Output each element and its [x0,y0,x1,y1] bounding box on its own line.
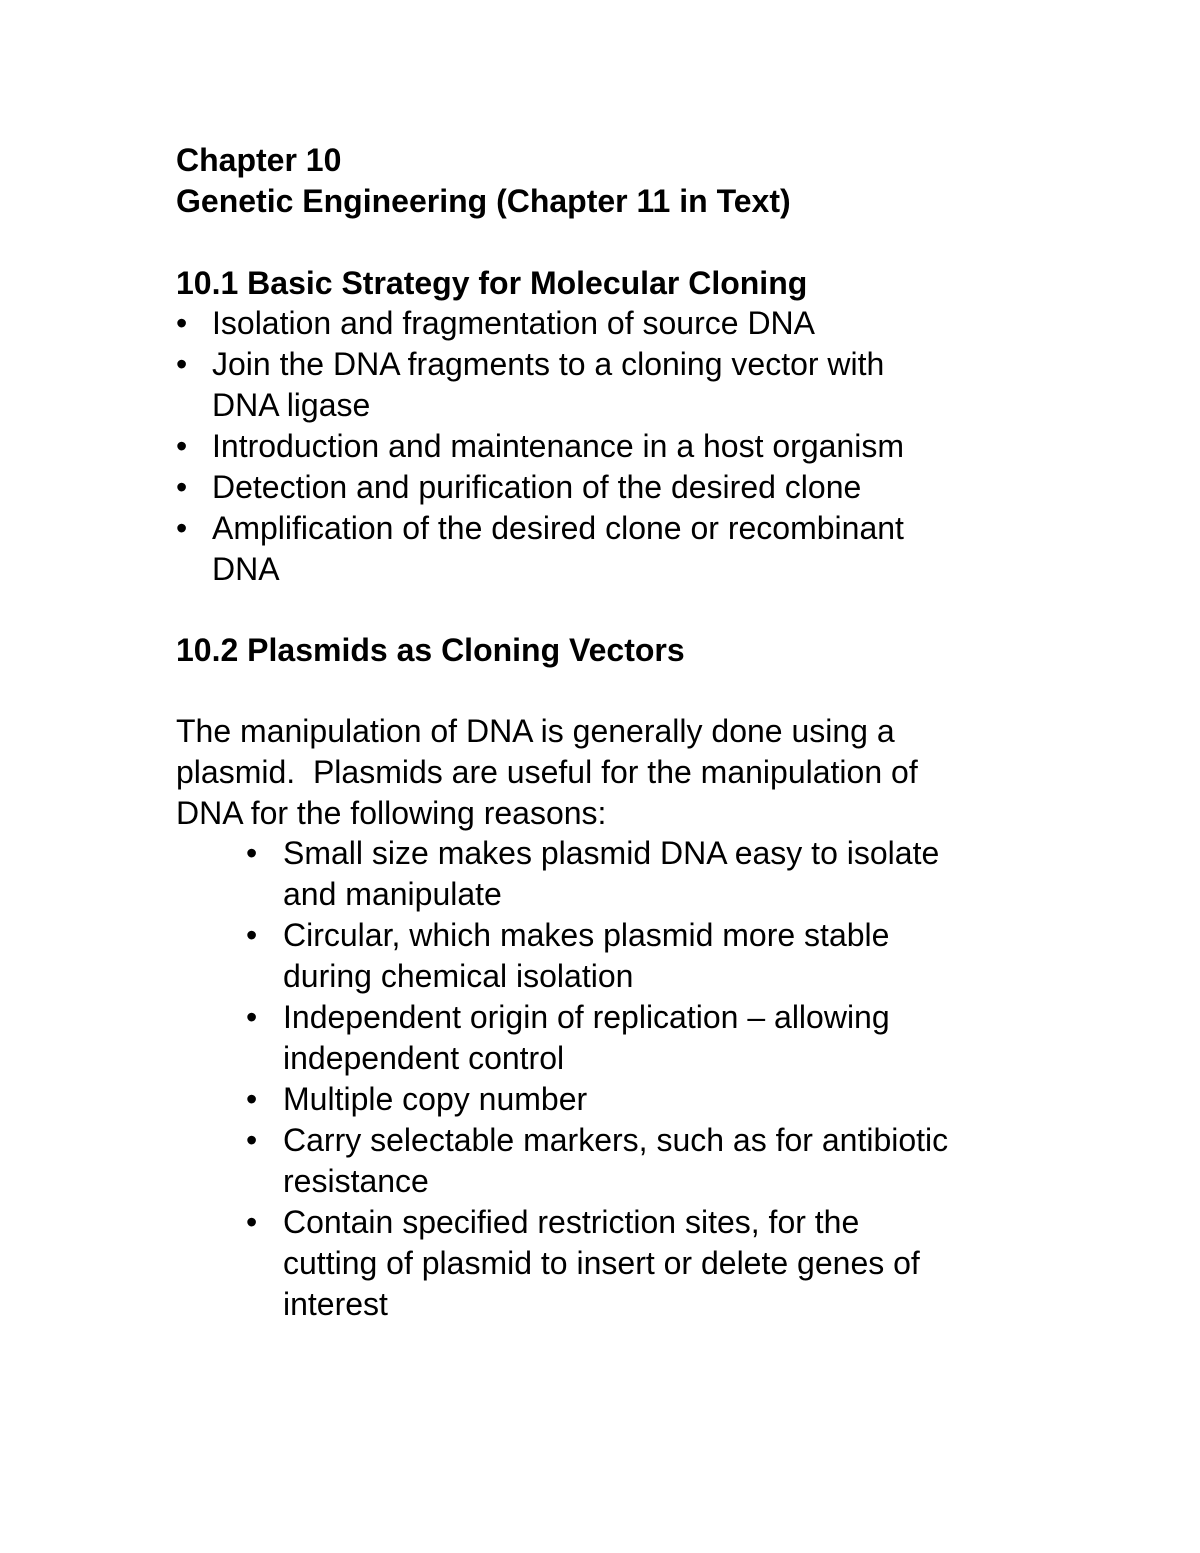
list-item-line: Contain specified restriction sites, for the [283,1204,860,1240]
list-item-line: Introduction and maintenance in a host organism [212,428,904,464]
bullet-icon: • [176,510,188,546]
section-2-heading: 10.2 Plasmids as Cloning Vectors [176,632,685,668]
list-item-line: and manipulate [283,876,502,912]
chapter-subtitle: Genetic Engineering (Chapter 11 in Text) [176,183,791,219]
list-item-line: DNA ligase [212,387,371,423]
list-item [176,303,996,344]
list-item-line: Amplification of the desired clone or recombinant [212,510,904,546]
bullet-icon: • [176,305,188,341]
list-item [246,833,1036,915]
list-item-line: independent control [283,1040,565,1076]
list-item-line: Carry selectable markers, such as for antibiotic [283,1122,949,1158]
list-item [176,467,996,508]
bullet-icon: • [176,346,188,382]
list-item-line: DNA [212,551,280,587]
bullet-icon: • [246,917,258,953]
list-item [246,915,1036,997]
list-item [246,1079,1036,1120]
section-1-heading: 10.1 Basic Strategy for Molecular Cloning [176,265,808,301]
paragraph-line: DNA for the following reasons: [176,795,607,831]
list-item-line: Independent origin of replication – allowing [283,999,890,1035]
list-item-line: resistance [283,1163,429,1199]
paragraph-line: The manipulation of DNA is generally done using a [176,713,895,749]
bullet-icon: • [246,835,258,871]
bullet-icon: • [246,1122,258,1158]
chapter-title: Chapter 10 [176,142,342,178]
list-item-line: Small size makes plasmid DNA easy to isolate [283,835,940,871]
list-item-line: Circular, which makes plasmid more stable [283,917,890,953]
section-1-list [176,303,996,590]
list-item [246,1120,1036,1202]
bullet-icon: • [246,999,258,1035]
list-item-line: Multiple copy number [283,1081,588,1117]
bullet-icon: • [176,428,188,464]
list-item [176,426,996,467]
list-item-line: Join the DNA fragments to a cloning vector with [212,346,885,382]
list-item-line: Isolation and fragmentation of source DNA [212,305,815,341]
section-2-list [246,833,1036,1325]
list-item-line: Detection and purification of the desired clone [212,469,862,505]
list-item [176,508,996,590]
list-item [176,344,996,426]
list-item [246,1202,1036,1325]
bullet-icon: • [176,469,188,505]
paragraph-line: plasmid. Plasmids are useful for the manipulation of [176,754,918,790]
list-item-line: interest [283,1286,388,1322]
section-2-paragraph [176,711,1026,834]
list-item [246,997,1036,1079]
list-item-line: cutting of plasmid to insert or delete genes of [283,1245,920,1281]
bullet-icon: • [246,1081,258,1117]
list-item-line: during chemical isolation [283,958,634,994]
bullet-icon: • [246,1204,258,1240]
